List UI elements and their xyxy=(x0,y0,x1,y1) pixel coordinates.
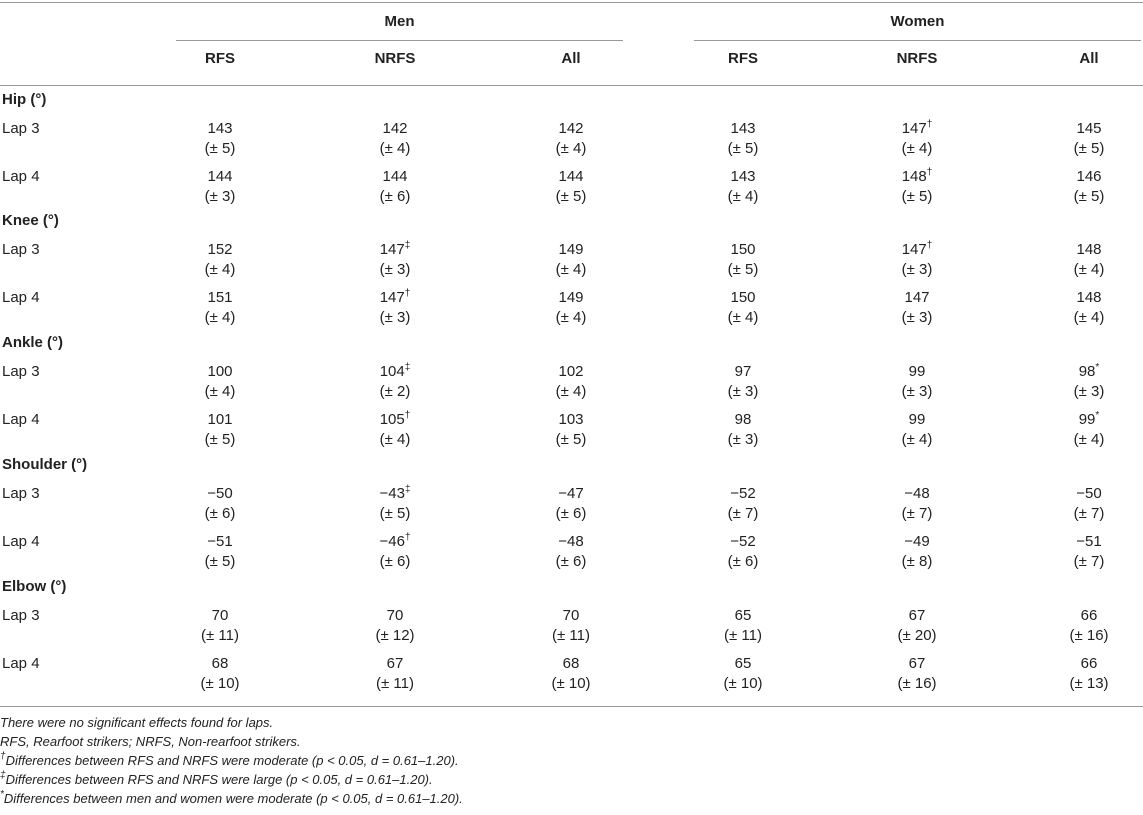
table-cell xyxy=(693,167,793,207)
cell-mean xyxy=(867,240,967,260)
cell-value: 148 xyxy=(1076,289,1102,306)
cell-mean xyxy=(345,410,445,430)
table-cell xyxy=(867,654,967,694)
column-header-women-nrfs: NRFS xyxy=(896,50,938,67)
cell-value: 99 xyxy=(908,363,926,380)
cell-mean xyxy=(170,532,270,552)
cell-mean xyxy=(1039,119,1139,139)
group-header-men: Men xyxy=(384,13,415,30)
cell-mean xyxy=(521,362,621,382)
table-cell xyxy=(521,410,621,450)
table-cell xyxy=(170,362,270,402)
cell-sd: (± 7) xyxy=(901,505,933,522)
cell-sd: (± 5) xyxy=(204,140,236,157)
cell-sd: (± 3) xyxy=(901,383,933,400)
cell-mean xyxy=(693,288,793,308)
significance-marker: † xyxy=(404,410,411,421)
cell-sd: (± 20) xyxy=(897,627,937,644)
cell-mean xyxy=(867,410,967,430)
section-header: Shoulder (°) xyxy=(2,456,88,473)
cell-sd: (± 5) xyxy=(1073,188,1105,205)
cell-value: 102 xyxy=(558,363,584,380)
cell-value: 147 xyxy=(379,289,405,306)
cell-mean xyxy=(867,606,967,626)
footnote xyxy=(0,715,273,731)
cell-value: −50 xyxy=(1076,485,1102,502)
cell-value: 66 xyxy=(1080,607,1098,624)
footnote xyxy=(0,753,459,769)
table-cell xyxy=(867,410,967,450)
row-label: Lap 4 xyxy=(2,533,40,550)
cell-sd: (± 5) xyxy=(1073,140,1105,157)
cell-sd: (± 3) xyxy=(379,309,411,326)
cell-value: 151 xyxy=(207,289,233,306)
table-cell xyxy=(867,606,967,646)
cell-mean xyxy=(693,240,793,260)
table-cell xyxy=(521,362,621,402)
header-bottom-rule xyxy=(0,85,1143,86)
significance-marker: * xyxy=(1095,362,1100,373)
table-cell xyxy=(1039,288,1139,328)
significance-marker: ‡ xyxy=(404,484,411,495)
table-cell xyxy=(170,240,270,280)
cell-mean xyxy=(345,484,445,504)
table-cell xyxy=(521,288,621,328)
cell-mean xyxy=(693,167,793,187)
cell-value: 150 xyxy=(730,289,756,306)
table-cell xyxy=(1039,240,1139,280)
cell-value: 67 xyxy=(908,607,926,624)
table-cell xyxy=(345,654,445,694)
cell-mean xyxy=(693,532,793,552)
table-cell xyxy=(170,288,270,328)
table-cell xyxy=(345,410,445,450)
cell-value: −43 xyxy=(379,485,405,502)
cell-mean xyxy=(170,654,270,674)
cell-mean xyxy=(345,119,445,139)
cell-sd: (± 5) xyxy=(727,140,759,157)
cell-value: 100 xyxy=(207,363,233,380)
section-header: Elbow (°) xyxy=(2,578,67,595)
footnote-marker: * xyxy=(0,789,4,800)
cell-mean xyxy=(693,654,793,674)
cell-value: −47 xyxy=(558,485,584,502)
footnote xyxy=(0,734,301,750)
cell-sd: (± 3) xyxy=(901,309,933,326)
cell-sd: (± 5) xyxy=(555,188,587,205)
cell-mean xyxy=(867,362,967,382)
row-label: Lap 3 xyxy=(2,120,40,137)
cell-sd: (± 10) xyxy=(200,675,240,692)
table-cell xyxy=(1039,532,1139,572)
cell-mean xyxy=(345,606,445,626)
footnote xyxy=(0,791,463,807)
cell-sd: (± 5) xyxy=(379,505,411,522)
cell-value: 70 xyxy=(386,607,404,624)
table-cell xyxy=(1039,410,1139,450)
cell-sd: (± 5) xyxy=(204,431,236,448)
row-label: Lap 4 xyxy=(2,655,40,672)
cell-value: 101 xyxy=(207,411,233,428)
table-cell xyxy=(345,362,445,402)
cell-value: −48 xyxy=(904,485,930,502)
footnote-text: Differences between men and women were moderate (p < 0.05, d = 0.61–1.20). xyxy=(3,791,463,806)
cell-sd: (± 2) xyxy=(379,383,411,400)
cell-value: 142 xyxy=(382,120,408,137)
cell-mean xyxy=(170,606,270,626)
cell-mean xyxy=(1039,410,1139,430)
cell-value: 147 xyxy=(379,241,405,258)
table-cell xyxy=(521,484,621,524)
table-cell xyxy=(1039,167,1139,207)
cell-value: −52 xyxy=(730,533,756,550)
significance-marker: † xyxy=(404,288,411,299)
table-cell xyxy=(867,288,967,328)
significance-marker: ‡ xyxy=(404,362,411,373)
cell-mean xyxy=(1039,240,1139,260)
significance-marker: ‡ xyxy=(404,240,411,251)
cell-sd: (± 4) xyxy=(1073,309,1105,326)
cell-value: 142 xyxy=(558,120,584,137)
cell-mean xyxy=(1039,362,1139,382)
cell-mean xyxy=(867,288,967,308)
cell-mean xyxy=(521,240,621,260)
cell-value: −48 xyxy=(558,533,584,550)
cell-sd: (± 8) xyxy=(901,553,933,570)
cell-value: 104 xyxy=(379,363,405,380)
cell-value: 145 xyxy=(1076,120,1102,137)
cell-sd: (± 6) xyxy=(379,553,411,570)
table-cell xyxy=(1039,654,1139,694)
cell-sd: (± 4) xyxy=(204,261,236,278)
table-cell xyxy=(170,654,270,694)
cell-mean xyxy=(693,606,793,626)
footnote xyxy=(0,772,433,788)
cell-sd: (± 5) xyxy=(555,431,587,448)
table-cell xyxy=(693,532,793,572)
cell-sd: (± 3) xyxy=(204,188,236,205)
cell-sd: (± 4) xyxy=(1073,431,1105,448)
cell-sd: (± 3) xyxy=(727,383,759,400)
cell-value: 98 xyxy=(1078,363,1096,380)
cell-sd: (± 6) xyxy=(727,553,759,570)
cell-sd: (± 4) xyxy=(204,383,236,400)
cell-mean xyxy=(521,484,621,504)
cell-sd: (± 7) xyxy=(1073,553,1105,570)
cell-value: 65 xyxy=(734,655,752,672)
cell-value: 70 xyxy=(211,607,229,624)
table-cell xyxy=(521,119,621,159)
table-cell xyxy=(1039,484,1139,524)
cell-value: 148 xyxy=(901,168,927,185)
cell-mean xyxy=(521,606,621,626)
cell-sd: (± 16) xyxy=(1069,627,1109,644)
cell-value: −46 xyxy=(379,533,405,550)
cell-mean xyxy=(521,119,621,139)
cell-value: 98 xyxy=(734,411,752,428)
cell-value: 143 xyxy=(207,120,233,137)
table-cell xyxy=(345,532,445,572)
cell-sd: (± 13) xyxy=(1069,675,1109,692)
cell-sd: (± 4) xyxy=(901,431,933,448)
cell-value: 65 xyxy=(734,607,752,624)
row-label: Lap 3 xyxy=(2,485,40,502)
cell-mean xyxy=(345,654,445,674)
cell-mean xyxy=(345,532,445,552)
cell-mean xyxy=(345,167,445,187)
cell-sd: (± 4) xyxy=(555,383,587,400)
footnote-marker: ‡ xyxy=(0,770,6,781)
footnote-text: Differences between RFS and NRFS were moderate (p < 0.05, d = 0.61–1.20). xyxy=(5,753,459,768)
table-cell xyxy=(693,288,793,328)
cell-sd: (± 10) xyxy=(723,675,763,692)
cell-value: 147 xyxy=(904,289,930,306)
significance-marker: † xyxy=(926,167,933,178)
cell-value: 105 xyxy=(379,411,405,428)
cell-mean xyxy=(1039,606,1139,626)
cell-value: −49 xyxy=(904,533,930,550)
cell-sd: (± 4) xyxy=(727,309,759,326)
cell-sd: (± 4) xyxy=(555,261,587,278)
cell-mean xyxy=(521,167,621,187)
cell-mean xyxy=(521,654,621,674)
cell-value: 143 xyxy=(730,168,756,185)
table-cell xyxy=(1039,362,1139,402)
cell-sd: (± 5) xyxy=(204,553,236,570)
cell-value: 99 xyxy=(1078,411,1096,428)
table-cell xyxy=(521,532,621,572)
cell-sd: (± 6) xyxy=(555,553,587,570)
cell-mean xyxy=(345,240,445,260)
cell-value: 149 xyxy=(558,289,584,306)
column-header-women-all: All xyxy=(1079,50,1099,67)
significance-marker: † xyxy=(926,119,933,130)
column-header-men-nrfs: NRFS xyxy=(374,50,416,67)
cell-sd: (± 7) xyxy=(727,505,759,522)
cell-sd: (± 16) xyxy=(897,675,937,692)
cell-mean xyxy=(867,654,967,674)
section-header: Knee (°) xyxy=(2,212,59,229)
table-cell xyxy=(867,532,967,572)
section-header: Ankle (°) xyxy=(2,334,64,351)
cell-value: 66 xyxy=(1080,655,1098,672)
cell-mean xyxy=(1039,654,1139,674)
cell-sd: (± 11) xyxy=(724,627,762,644)
cell-sd: (± 11) xyxy=(376,675,414,692)
footnote-text: There were no significant effects found for laps. xyxy=(0,715,274,730)
cell-sd: (± 6) xyxy=(555,505,587,522)
table-cell xyxy=(521,167,621,207)
cell-mean xyxy=(693,484,793,504)
cell-value: −52 xyxy=(730,485,756,502)
cell-sd: (± 5) xyxy=(901,188,933,205)
table-cell xyxy=(345,484,445,524)
cell-value: −51 xyxy=(1076,533,1102,550)
table-cell xyxy=(693,119,793,159)
cell-value: 148 xyxy=(1076,241,1102,258)
cell-sd: (± 12) xyxy=(375,627,415,644)
column-header-men-all: All xyxy=(561,50,581,67)
cell-sd: (± 3) xyxy=(1073,383,1105,400)
cell-sd: (± 4) xyxy=(901,140,933,157)
section-header: Hip (°) xyxy=(2,91,47,108)
row-label: Lap 4 xyxy=(2,289,40,306)
cell-value: −50 xyxy=(207,485,233,502)
table-cell xyxy=(521,240,621,280)
table-cell xyxy=(693,410,793,450)
cell-mean xyxy=(170,288,270,308)
row-label: Lap 3 xyxy=(2,241,40,258)
cell-value: 144 xyxy=(207,168,233,185)
cell-sd: (± 6) xyxy=(204,505,236,522)
cell-value: 67 xyxy=(908,655,926,672)
cell-value: 149 xyxy=(558,241,584,258)
cell-value: 152 xyxy=(207,241,233,258)
cell-value: 143 xyxy=(730,120,756,137)
table-top-rule xyxy=(0,2,1143,3)
table-cell xyxy=(521,606,621,646)
cell-sd: (± 7) xyxy=(1073,505,1105,522)
cell-mean xyxy=(867,532,967,552)
row-label: Lap 4 xyxy=(2,411,40,428)
cell-mean xyxy=(693,410,793,430)
table-cell xyxy=(693,240,793,280)
cell-sd: (± 4) xyxy=(204,309,236,326)
cell-value: 99 xyxy=(908,411,926,428)
cell-sd: (± 4) xyxy=(1073,261,1105,278)
column-header-women-rfs: RFS xyxy=(728,50,758,67)
cell-mean xyxy=(867,484,967,504)
table-cell xyxy=(867,484,967,524)
cell-value: 97 xyxy=(734,363,752,380)
cell-mean xyxy=(345,288,445,308)
cell-mean xyxy=(1039,167,1139,187)
cell-value: 68 xyxy=(211,655,229,672)
cell-mean xyxy=(1039,484,1139,504)
footnote-text: RFS, Rearfoot strikers; NRFS, Non-rearfoot strikers. xyxy=(0,734,301,749)
table-cell xyxy=(170,532,270,572)
table-cell xyxy=(693,484,793,524)
table-cell xyxy=(521,654,621,694)
table-cell xyxy=(693,362,793,402)
cell-mean xyxy=(521,288,621,308)
cell-sd: (± 4) xyxy=(379,140,411,157)
cell-mean xyxy=(170,484,270,504)
cell-value: 70 xyxy=(562,607,580,624)
table-cell xyxy=(1039,119,1139,159)
cell-sd: (± 3) xyxy=(901,261,933,278)
cell-mean xyxy=(693,119,793,139)
cell-sd: (± 4) xyxy=(379,431,411,448)
table-cell xyxy=(345,606,445,646)
table-bottom-rule xyxy=(0,706,1143,707)
cell-mean xyxy=(170,240,270,260)
cell-mean xyxy=(521,410,621,430)
cell-sd: (± 10) xyxy=(551,675,591,692)
cell-mean xyxy=(521,532,621,552)
cell-value: 144 xyxy=(382,168,408,185)
table-cell xyxy=(170,484,270,524)
cell-value: 146 xyxy=(1076,168,1102,185)
cell-sd: (± 6) xyxy=(379,188,411,205)
cell-sd: (± 3) xyxy=(727,431,759,448)
table-cell xyxy=(170,119,270,159)
cell-mean xyxy=(345,362,445,382)
cell-mean xyxy=(170,167,270,187)
table-cell xyxy=(867,362,967,402)
significance-marker: * xyxy=(1095,410,1100,421)
footnote-marker: † xyxy=(0,751,6,762)
cell-value: −51 xyxy=(207,533,233,550)
table-cell xyxy=(345,288,445,328)
cell-mean xyxy=(170,362,270,382)
table-cell xyxy=(345,119,445,159)
cell-mean xyxy=(867,167,967,187)
table-cell xyxy=(170,167,270,207)
cell-value: 147 xyxy=(901,241,927,258)
table-cell xyxy=(867,167,967,207)
cell-value: 144 xyxy=(558,168,584,185)
table-cell xyxy=(867,240,967,280)
cell-sd: (± 4) xyxy=(555,309,587,326)
cell-mean xyxy=(867,119,967,139)
row-label: Lap 3 xyxy=(2,363,40,380)
table-cell xyxy=(867,119,967,159)
cell-mean xyxy=(1039,288,1139,308)
cell-value: 68 xyxy=(562,655,580,672)
table-cell xyxy=(345,167,445,207)
cell-mean xyxy=(170,119,270,139)
cell-mean xyxy=(170,410,270,430)
table-cell xyxy=(693,654,793,694)
significance-marker: † xyxy=(926,240,933,251)
men-group-underline xyxy=(176,40,623,41)
table-cell xyxy=(170,410,270,450)
cell-value: 103 xyxy=(558,411,584,428)
cell-sd: (± 5) xyxy=(727,261,759,278)
cell-value: 150 xyxy=(730,241,756,258)
group-header-women: Women xyxy=(890,13,945,30)
significance-marker: † xyxy=(404,532,411,543)
women-group-underline xyxy=(694,40,1141,41)
cell-sd: (± 11) xyxy=(552,627,590,644)
column-header-men-rfs: RFS xyxy=(205,50,235,67)
cell-mean xyxy=(1039,532,1139,552)
cell-value: 67 xyxy=(386,655,404,672)
cell-sd: (± 11) xyxy=(201,627,239,644)
cell-sd: (± 3) xyxy=(379,261,411,278)
cell-mean xyxy=(693,362,793,382)
table-cell xyxy=(1039,606,1139,646)
row-label: Lap 4 xyxy=(2,168,40,185)
row-label: Lap 3 xyxy=(2,607,40,624)
footnote-text: Differences between RFS and NRFS were large (p < 0.05, d = 0.61–1.20). xyxy=(5,772,433,787)
cell-sd: (± 4) xyxy=(727,188,759,205)
table-cell xyxy=(170,606,270,646)
cell-value: 147 xyxy=(901,120,927,137)
table-cell xyxy=(693,606,793,646)
table-cell xyxy=(345,240,445,280)
cell-sd: (± 4) xyxy=(555,140,587,157)
